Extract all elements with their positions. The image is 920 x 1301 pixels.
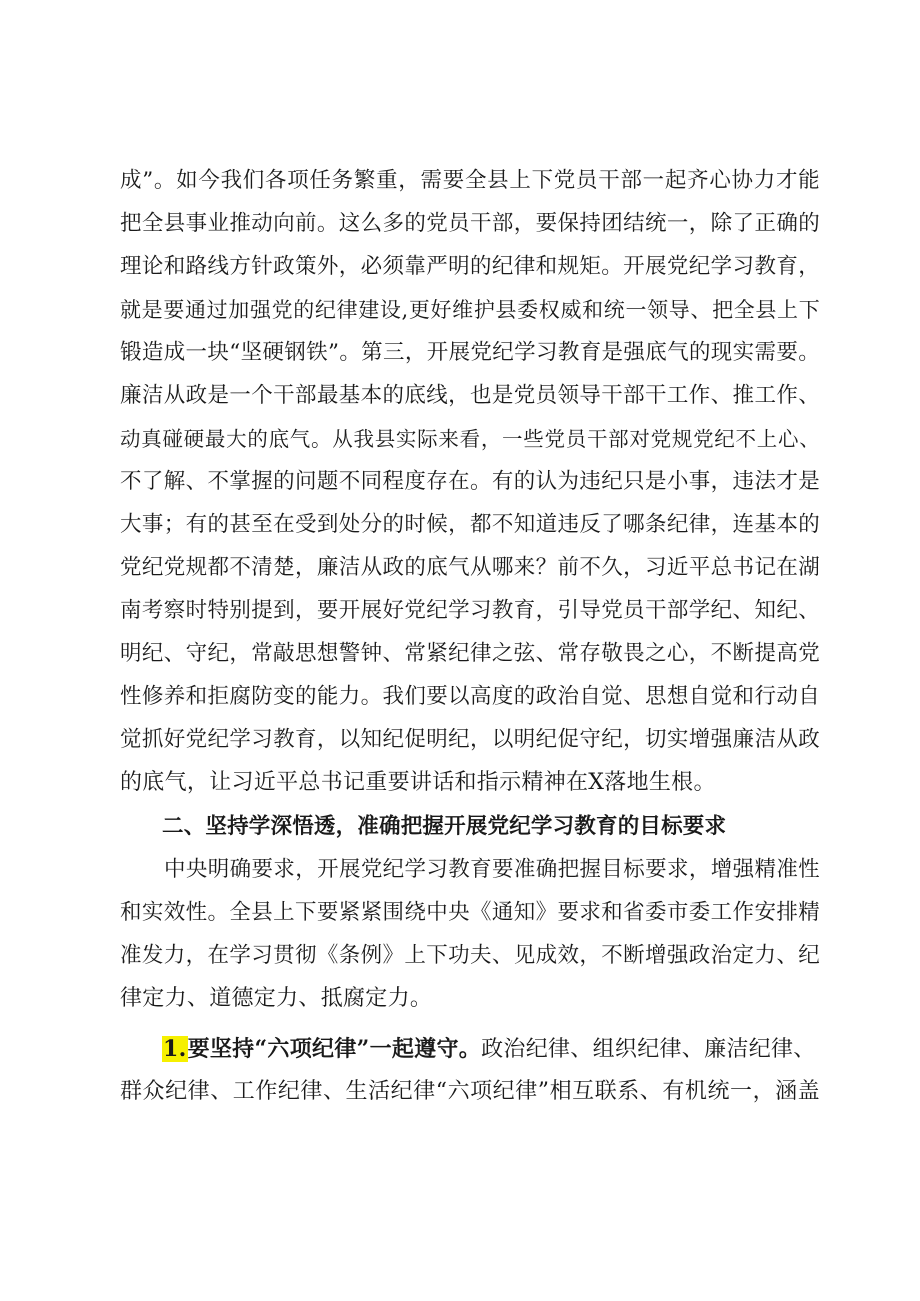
paragraph-2-line-1: 中央明确要求，开展党纪学习教育要准确把握目标要求，增强精准性 bbox=[164, 857, 820, 882]
paragraph-2-line-2: 和实效性。全县上下要紧紧围绕中央《通知》要求和省委市委工作安排精 bbox=[120, 900, 820, 925]
paragraph-1-line-9: 大事；有的甚至在受到处分的时候，都不知道违反了哪条纪律，连基本的 bbox=[120, 512, 820, 537]
paragraph-1-line-11: 南考察时特别提到，要开展好党纪学习教育，引导党员干部学纪、知纪、 bbox=[120, 598, 820, 623]
paragraph-1-line-3: 理论和路线方针政策外，必须靠严明的纪律和规矩。开展党纪学习教育， bbox=[120, 254, 820, 279]
paragraph-1-line-6: 廉洁从政是一个干部最基本的底线，也是党员领导干部干工作、推工作、 bbox=[120, 383, 820, 408]
list-item-text: 政治纪律、组织纪律、廉洁纪律、 bbox=[481, 1037, 816, 1062]
paragraph-1-line-2: 把全县事业推动向前。这么多的党员干部，要保持团结统一，除了正确的 bbox=[120, 211, 820, 236]
paragraph-1-line-15: 的底气，让习近平总书记重要讲话和指示精神在X落地生根。 bbox=[120, 770, 716, 795]
paragraph-3-line-1 bbox=[162, 1034, 820, 1065]
paragraph-1-line-5: 锻造成一块“坚硬钢铁”。第三，开展党纪学习教育是强底气的现实需要。 bbox=[120, 340, 820, 365]
paragraph-1-line-12: 明纪、守纪，常敲思想警钟、常紧纪律之弦、常存敬畏之心，不断提高党 bbox=[120, 641, 820, 666]
paragraph-1-line-14: 觉抓好党纪学习教育，以知纪促明纪，以明纪促守纪，切实增强廉洁从政 bbox=[120, 727, 820, 752]
list-number-marker: 1. bbox=[163, 1036, 187, 1062]
paragraph-1-line-7: 动真碰硬最大的底气。从我县实际来看，一些党员干部对党规党纪不上心、 bbox=[120, 427, 820, 451]
paragraph-2-line-4: 律定力、道德定力、抵腐定力。 bbox=[120, 986, 433, 1011]
paragraph-2-line-3: 准发力，在学习贯彻《条例》上下功夫、见成效，不断增强政治定力、纪 bbox=[120, 943, 820, 968]
paragraph-1-line-4: 就是要通过加强党的纪律建设,更好维护县委权威和统一领导、把全县上下 bbox=[120, 298, 820, 322]
paragraph-3-line-2: 群众纪律、工作纪律、生活纪律“六项纪律”相互联系、有机统一，涵盖 bbox=[120, 1079, 820, 1104]
paragraph-1-line-10: 党纪党规都不清楚，廉洁从政的底气从哪来？前不久，习近平总书记在湖 bbox=[120, 555, 820, 580]
paragraph-1-line-13: 性修养和拒腐防变的能力。我们要以高度的政治自觉、思想自觉和行动自 bbox=[120, 684, 820, 709]
section-heading: 二、坚持学深悟透，准确把握开展党纪学习教育的目标要求 bbox=[162, 814, 727, 839]
paragraph-1-line-8: 不了解、不掌握的问题不同程度存在。有的认为违纪只是小事，违法才是 bbox=[120, 469, 820, 494]
paragraph-1-line-1: 成”。如今我们各项任务繁重，需要全县上下党员干部一起齐心协力才能 bbox=[120, 168, 820, 193]
list-item-lead: 要坚持“六项纪律”一起遵守。 bbox=[187, 1036, 482, 1062]
